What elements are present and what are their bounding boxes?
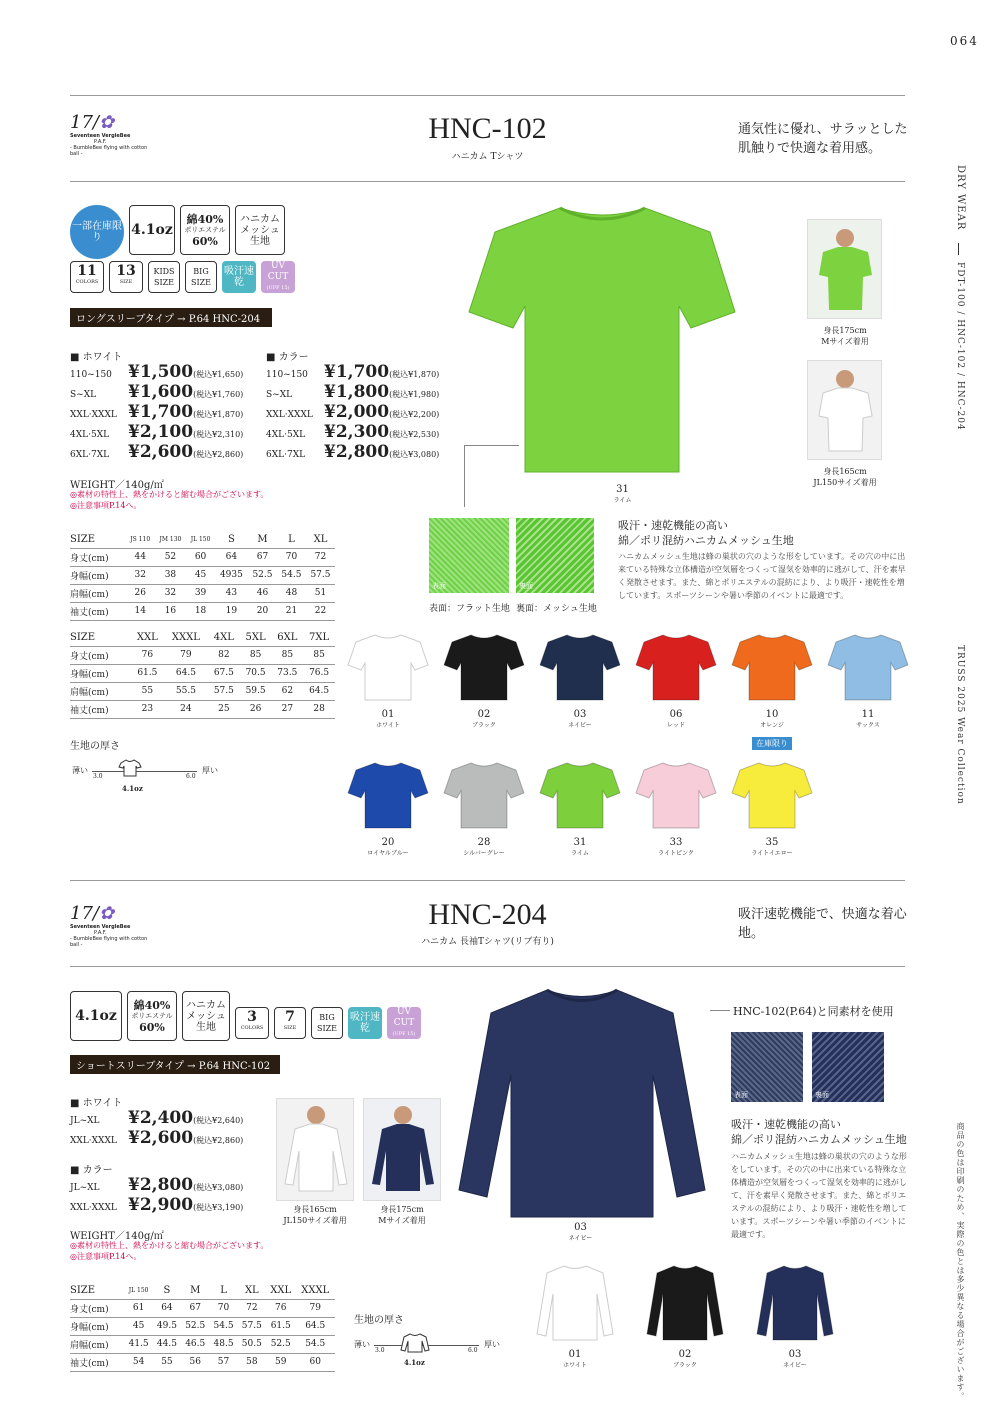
thin-label: 薄い bbox=[72, 766, 88, 775]
swatch-name: ホワイト bbox=[563, 1362, 587, 1369]
color-swatch-11[interactable] bbox=[820, 632, 916, 729]
fabric-front-image: 表面 bbox=[429, 518, 509, 593]
model-3-caption: 身長165cm JL150サイズ着用 bbox=[283, 1205, 347, 1225]
swatch-image bbox=[340, 760, 436, 833]
price-row: XXL·XXXL ¥2,000 (税込¥2,200) bbox=[266, 402, 440, 422]
side-label-models: FDT-100 / HNC-102 / HNC-204 bbox=[955, 262, 965, 431]
side-label-collection: TRUSS 2025 Wear Collection bbox=[955, 645, 965, 805]
swatch-name: ブラック bbox=[472, 722, 496, 729]
swatch-number: 33 bbox=[669, 837, 683, 848]
main-tshirt-image bbox=[465, 200, 740, 480]
note-ref-2: ◎注意事項P.14へ。 bbox=[70, 1252, 142, 1261]
model-photo-2 bbox=[807, 360, 882, 460]
uv-badge: UV CUT (UPF 15) bbox=[261, 261, 295, 293]
color-swatch-03[interactable] bbox=[740, 1262, 850, 1369]
price-row: 6XL·7XL ¥2,800 (税込¥3,080) bbox=[266, 442, 440, 462]
big-size-badge: BIG SIZE bbox=[185, 261, 217, 293]
callout-line-h bbox=[464, 445, 519, 446]
scale-value: 4.1oz bbox=[122, 784, 143, 793]
fabric-front-caption: 表面：フラット生地 bbox=[429, 604, 510, 614]
header-rule bbox=[70, 181, 905, 182]
weight-badge: 4.1oz bbox=[129, 205, 175, 255]
swatch-image bbox=[520, 1262, 630, 1345]
main-color-label: 31 ライム bbox=[613, 484, 632, 504]
color-swatch-35[interactable] bbox=[724, 760, 820, 857]
swatch-image bbox=[724, 760, 820, 833]
big-size-badge-2: BIG SIZE bbox=[311, 1007, 343, 1039]
swatch-image bbox=[436, 632, 532, 705]
brand-logo-2: 17/✿ Seventeen VergleBee P.A.F. - BumbleBee flying with cotton ball - bbox=[70, 903, 148, 948]
size-table-3: SIZE JL 150 S M L XL XXL XXXL 身丈(cm) 61 64 67 70 72 76 79 身幅(cm) 45 49.5 52.5 54.5 57.5 61.5 64.5 肩幅(cm) 41.5 44.5 46.5 48.5 50.5 52.5 54.5 袖丈(cm) 54 55 56 57 58 59 60 bbox=[70, 1283, 335, 1372]
uv-badge-2: UV CUT (UPF 15) bbox=[387, 1007, 421, 1039]
color-price-heading: ■ カラー bbox=[266, 352, 309, 363]
price-row: S~XL ¥1,800 (税込¥1,980) bbox=[266, 382, 440, 402]
note-shrink: ◎素材の特性上、熱をかけると縮む場合がございます。 bbox=[70, 490, 269, 499]
size-badge-2: 7 SIZE bbox=[274, 1007, 306, 1039]
description-heading-2: 吸汗・速乾機能の高い 綿／ポリ混紡ハニカムメッシュ生地 bbox=[731, 1118, 907, 1146]
white-price-list-2 bbox=[70, 1108, 255, 1148]
price-row: XXL·XXXL ¥2,900 (税込¥3,190) bbox=[70, 1195, 244, 1215]
color-swatch-02[interactable] bbox=[630, 1262, 740, 1369]
scale-min-2: 3.0 bbox=[375, 1347, 385, 1354]
swatch-number: 20 bbox=[381, 837, 395, 848]
model-photo-3 bbox=[276, 1098, 354, 1201]
swatch-name: ネイビー bbox=[783, 1362, 807, 1369]
material-badge-2: 綿40% ポリエステル 60% bbox=[127, 991, 177, 1041]
swatch-name: ロイヤルブルー bbox=[367, 850, 409, 857]
color-swatch-31[interactable] bbox=[532, 760, 628, 857]
mesh-badge-2: ハニカムメッシュ生地 bbox=[182, 991, 230, 1041]
dry-badge: 吸汗速乾 bbox=[222, 261, 256, 293]
in-stock-tag: 在庫限り bbox=[752, 737, 792, 750]
swatch-number: 02 bbox=[477, 709, 491, 720]
scale-max: 6.0 bbox=[186, 773, 196, 780]
main-color-label-2: 03 ネイビー bbox=[568, 1222, 593, 1242]
swatch-number: 01 bbox=[568, 1349, 582, 1360]
kids-size-badge: KIDS SIZE bbox=[148, 261, 180, 293]
fabric-back-image: 裏面 bbox=[516, 518, 594, 593]
page-number: 064 bbox=[950, 34, 979, 48]
fabric-back-image-2: 裏面 bbox=[812, 1032, 884, 1102]
swatch-image bbox=[628, 760, 724, 833]
header-rule-2 bbox=[70, 966, 905, 967]
swatch-name: ライトピンク bbox=[658, 850, 694, 857]
swatch-name: ブラック bbox=[673, 1362, 697, 1369]
swatch-number: 10 bbox=[765, 709, 779, 720]
color-swatch-10[interactable] bbox=[724, 632, 820, 729]
callout-line bbox=[464, 445, 465, 507]
weight-badge-2: 4.1oz bbox=[70, 991, 122, 1041]
colors-badge: 11 COLORS bbox=[70, 261, 104, 293]
swatch-number: 03 bbox=[788, 1349, 802, 1360]
swatch-name: ホワイト bbox=[376, 722, 400, 729]
longsleeve-scale-icon bbox=[400, 1333, 430, 1353]
swatch-number: 11 bbox=[861, 709, 875, 720]
dry-badge-2: 吸汗速乾 bbox=[348, 1007, 382, 1039]
tagline: 通気性に優れ、サラッとした肌触りで快適な着用感。 bbox=[738, 122, 908, 156]
top-rule bbox=[70, 95, 905, 96]
price-row: 6XL·7XL ¥2,600 (税込¥2,860) bbox=[70, 442, 244, 462]
brand-logo: 17/✿ Seventeen VergleBee P.A.F. - BumbleBee flying with cotton ball - bbox=[70, 112, 148, 157]
thickness-heading: 生地の厚さ bbox=[70, 741, 120, 752]
swatch-image bbox=[740, 1262, 850, 1345]
size-badge: 13 SIZE bbox=[109, 261, 143, 293]
description-heading: 吸汗・速乾機能の高い 綿／ポリ混紡ハニカムメッシュ生地 bbox=[618, 519, 794, 547]
fabric-back-caption: 裏面：メッシュ生地 bbox=[516, 604, 597, 614]
model-subtitle-2: ハニカム 長袖Tシャツ(リブ有り) bbox=[421, 937, 554, 947]
swatch-name: シルバーグレー bbox=[463, 850, 505, 857]
description-text: ハニカムメッシュ生地は蜂の巣状の穴のような形をしています。その穴の中に出来ている特殊な立体構造が空気層をつくって湿気を効率的に逃がして、汗を素早く発散させます。また、綿とポリエステルの混紡により、より吸汗・速乾性を増しています。スポーツシーンや暑い季節のイベントに最適です。 bbox=[618, 552, 906, 600]
swatch-number: 06 bbox=[669, 709, 683, 720]
model-2-caption: 身長165cm JL150サイズ着用 bbox=[813, 467, 877, 487]
model-photo-1 bbox=[807, 219, 882, 319]
color-swatch-33[interactable] bbox=[628, 760, 724, 857]
tagline-2: 吸汗速乾機能で、快適な着心地。 bbox=[738, 907, 907, 941]
swatch-image bbox=[724, 632, 820, 705]
swatch-name: ネイビー bbox=[568, 722, 592, 729]
price-row: 4XL·5XL ¥2,100 (税込¥2,310) bbox=[70, 422, 244, 442]
white-price-heading: ■ ホワイト bbox=[70, 352, 123, 363]
shortsleeve-link[interactable]: ショートスリーブタイプ → P.64 HNC-102 bbox=[70, 1055, 280, 1074]
swatch-image bbox=[532, 760, 628, 833]
color-swatch-03[interactable] bbox=[532, 632, 628, 729]
swatch-number: 02 bbox=[678, 1349, 692, 1360]
price-row: JL~XL ¥2,400 (税込¥2,640) bbox=[70, 1108, 244, 1128]
swatch-image bbox=[820, 632, 916, 705]
color-swatch-01[interactable] bbox=[340, 632, 436, 729]
color-swatches bbox=[340, 632, 912, 862]
price-row: JL~XL ¥2,800 (税込¥3,080) bbox=[70, 1175, 244, 1195]
model-title: HNC-102 bbox=[428, 112, 547, 145]
price-row: 4XL·5XL ¥2,300 (税込¥2,530) bbox=[266, 422, 440, 442]
stock-badge: 一部在庫限り bbox=[70, 205, 124, 259]
size-table-1: SIZE JS 110 JM 130 JL 150 S M L XL 身丈(cm) 44 52 60 64 67 70 72 身幅(cm) 32 38 45 4935 52.5 54.5 57.5 肩幅(cm) 26 32 39 43 46 48 51 袖丈(cm) 14 16 18 19 20 21 22 bbox=[70, 532, 335, 621]
callout-line-2 bbox=[710, 1010, 730, 1011]
longsleeve-link[interactable]: ロングスリーブタイプ → P.64 HNC-204 bbox=[70, 308, 272, 327]
thick-label: 厚い bbox=[202, 766, 218, 775]
swatch-image bbox=[532, 632, 628, 705]
swatch-name: ライトイエロー bbox=[751, 850, 793, 857]
swatch-image bbox=[436, 760, 532, 833]
price-row: S~XL ¥1,600 (税込¥1,760) bbox=[70, 382, 244, 402]
price-row: XXL·XXXL ¥2,600 (税込¥2,860) bbox=[70, 1128, 244, 1148]
color-swatch-28[interactable] bbox=[436, 760, 532, 857]
side-note: 商品の色は印刷のため、実際の色とは多少異なる場合がございます。 bbox=[956, 1122, 965, 1401]
model-4-caption: 身長175cm Mサイズ着用 bbox=[378, 1205, 426, 1225]
same-material-note: HNC-102(P.64)と同素材を使用 bbox=[733, 1005, 894, 1018]
swatch-name: レッド bbox=[667, 722, 685, 729]
scale-value-2: 4.1oz bbox=[404, 1358, 425, 1367]
side-divider bbox=[958, 243, 959, 255]
color-price-list bbox=[266, 362, 451, 462]
section2-rule bbox=[70, 880, 905, 881]
swatch-number: 31 bbox=[573, 837, 587, 848]
thick-label-2: 厚い bbox=[484, 1340, 500, 1349]
tshirt-scale-icon bbox=[118, 759, 142, 777]
price-row: XXL·XXXL ¥1,700 (税込¥1,870) bbox=[70, 402, 244, 422]
swatch-number: 03 bbox=[573, 709, 587, 720]
white-price-heading-2: ■ ホワイト bbox=[70, 1098, 123, 1109]
fabric-front-image-2: 表面 bbox=[731, 1032, 803, 1102]
model-title-2: HNC-204 bbox=[428, 898, 547, 931]
color-swatch-01[interactable] bbox=[520, 1262, 630, 1369]
swatch-number: 35 bbox=[765, 837, 779, 848]
color-swatch-06[interactable] bbox=[628, 632, 724, 729]
thin-label-2: 薄い bbox=[354, 1340, 370, 1349]
thickness-heading-2: 生地の厚さ bbox=[354, 1315, 404, 1326]
note-shrink-2: ◎素材の特性上、熱をかけると縮む場合がございます。 bbox=[70, 1241, 269, 1250]
side-label-top: DRY WEAR bbox=[955, 165, 966, 231]
color-swatch-20[interactable] bbox=[340, 760, 436, 857]
price-row: 110~150 ¥1,700 (税込¥1,870) bbox=[266, 362, 440, 382]
weight-text-2: WEIGHT／140g/㎡ bbox=[70, 1231, 164, 1242]
model-photo-4 bbox=[363, 1098, 441, 1201]
swatch-image bbox=[630, 1262, 740, 1345]
color-price-heading-2: ■ カラー bbox=[70, 1165, 113, 1176]
color-swatch-02[interactable] bbox=[436, 632, 532, 729]
swatch-image bbox=[340, 632, 436, 705]
price-row: 110~150 ¥1,500 (税込¥1,650) bbox=[70, 362, 244, 382]
scale-max-2: 6.0 bbox=[468, 1347, 478, 1354]
swatch-number: 01 bbox=[381, 709, 395, 720]
colors-badge-2: 3 COLORS bbox=[235, 1007, 269, 1039]
swatch-name: ライム bbox=[571, 850, 589, 857]
thickness-scale bbox=[92, 771, 197, 772]
material-badge: 綿40% ポリエステル 60% bbox=[180, 205, 230, 255]
model-1-caption: 身長175cm Mサイズ着用 bbox=[821, 326, 869, 346]
mesh-badge: ハニカムメッシュ生地 bbox=[235, 205, 285, 255]
swatch-name: オレンジ bbox=[760, 722, 784, 729]
main-longsleeve-image bbox=[455, 985, 710, 1225]
note-ref: ◎注意事項P.14へ。 bbox=[70, 501, 142, 510]
white-price-list bbox=[70, 362, 255, 462]
swatch-image bbox=[628, 632, 724, 705]
description-text-2: ハニカムメッシュ生地は蜂の巣状の穴のような形をしています。その穴の中に出来ている特殊な立体構造が空気層をつくって湿気を効率的に逃がして、汗を素早く発散させます。また、綿とポリエステルの混紡により、より吸汗・速乾性を増しています。スポーツシーンや暑い季節のイベントに最適です。 bbox=[731, 1152, 907, 1239]
weight-text: WEIGHT／140g/㎡ bbox=[70, 480, 164, 491]
size-table-2: SIZE XXL XXXL 4XL 5XL 6XL 7XL 身丈(cm) 76 79 82 85 85 85 身幅(cm) 61.5 64.5 67.5 70.5 73.5 76.5 肩幅(cm) 55 55.5 57.5 59.5 62 64.5 袖丈(cm) 23 24 25 26 27 28 bbox=[70, 630, 335, 719]
color-swatches-2 bbox=[520, 1262, 855, 1372]
scale-min: 3.0 bbox=[93, 773, 103, 780]
model-subtitle: ハニカム Tシャツ bbox=[451, 152, 524, 162]
color-price-list-2 bbox=[70, 1175, 255, 1215]
swatch-number: 28 bbox=[477, 837, 491, 848]
swatch-name: サックス bbox=[856, 722, 880, 729]
